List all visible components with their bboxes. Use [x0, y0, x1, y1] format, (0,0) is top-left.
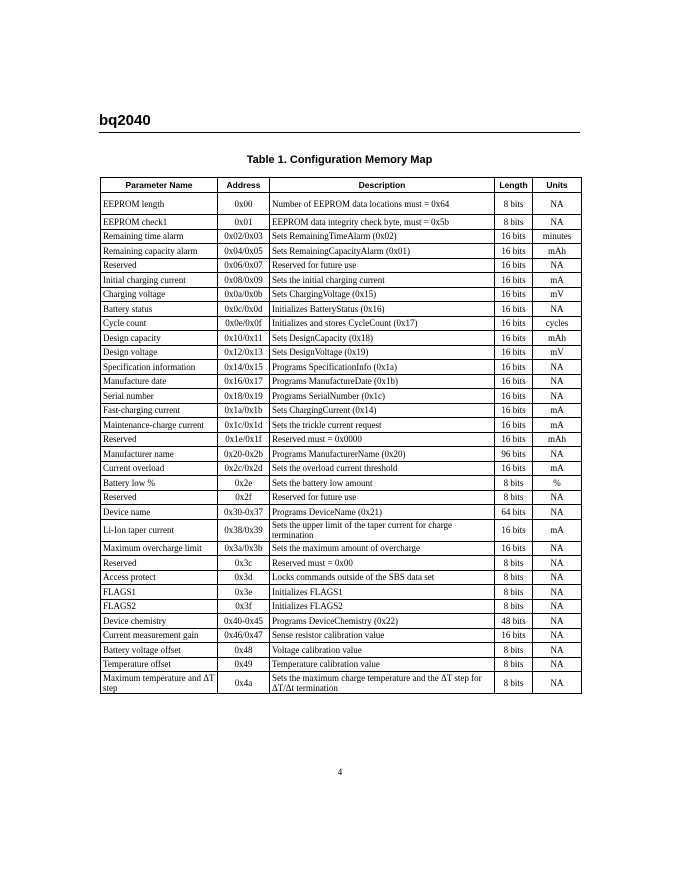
units-cell: NA — [533, 599, 582, 614]
parameter-name-cell: Battery voltage offset — [101, 643, 218, 658]
length-cell: 16 bits — [495, 244, 533, 259]
address-cell: 0x06/0x07 — [218, 258, 270, 273]
length-cell: 16 bits — [495, 316, 533, 331]
description-cell: Initializes FLAGS1 — [270, 585, 495, 600]
table-row — [101, 215, 582, 230]
units-cell: mA — [533, 519, 582, 541]
address-cell: 0x49 — [218, 657, 270, 672]
units-cell: mV — [533, 345, 582, 360]
address-cell: 0x12/0x13 — [218, 345, 270, 360]
description-cell: Programs DeviceChemistry (0x22) — [270, 614, 495, 629]
parameter-name-cell: Design capacity — [101, 331, 218, 346]
address-cell: 0x1e/0x1f — [218, 432, 270, 447]
length-cell: 16 bits — [495, 461, 533, 476]
address-cell: 0x14/0x15 — [218, 360, 270, 375]
length-cell: 16 bits — [495, 302, 533, 317]
configuration-memory-map-table — [100, 177, 582, 694]
table-row — [101, 244, 582, 259]
table-row — [101, 229, 582, 244]
length-cell: 64 bits — [495, 505, 533, 520]
units-cell: NA — [533, 447, 582, 462]
address-cell: 0x3f — [218, 599, 270, 614]
table-row — [101, 345, 582, 360]
units-cell: NA — [533, 490, 582, 505]
description-cell: Reserved for future use — [270, 490, 495, 505]
description-cell: Sets the upper limit of the taper current for charge termination — [270, 519, 495, 541]
length-cell: 16 bits — [495, 418, 533, 433]
units-cell: mAh — [533, 244, 582, 259]
parameter-name-cell: EEPROM length — [101, 193, 218, 215]
parameter-name-cell: Remaining time alarm — [101, 229, 218, 244]
parameter-name-cell: Manufacture date — [101, 374, 218, 389]
units-cell: mA — [533, 418, 582, 433]
parameter-name-cell: Serial number — [101, 389, 218, 404]
description-cell: Voltage calibration value — [270, 643, 495, 658]
parameter-name-cell: Maximum temperature and ΔT step — [101, 672, 218, 694]
table-row — [101, 461, 582, 476]
description-cell: Sets ChargingCurrent (0x14) — [270, 403, 495, 418]
address-cell: 0x10/0x11 — [218, 331, 270, 346]
units-cell: NA — [533, 614, 582, 629]
table-row — [101, 628, 582, 643]
parameter-name-cell: Device name — [101, 505, 218, 520]
address-cell: 0x3a/0x3b — [218, 541, 270, 556]
units-cell: mAh — [533, 331, 582, 346]
length-cell: 16 bits — [495, 345, 533, 360]
length-cell: 8 bits — [495, 643, 533, 658]
parameter-name-cell: Reserved — [101, 258, 218, 273]
length-cell: 16 bits — [495, 331, 533, 346]
address-cell: 0x08/0x09 — [218, 273, 270, 288]
document-title: bq2040 — [99, 112, 151, 129]
description-cell: Programs DeviceName (0x21) — [270, 505, 495, 520]
length-cell: 8 bits — [495, 476, 533, 491]
parameter-name-cell: Current measurement gain — [101, 628, 218, 643]
address-cell: 0x2c/0x2d — [218, 461, 270, 476]
address-cell: 0x2e — [218, 476, 270, 491]
units-cell: cycles — [533, 316, 582, 331]
table-row — [101, 672, 582, 694]
description-cell: Temperature calibration value — [270, 657, 495, 672]
table-body — [101, 193, 582, 694]
units-cell: NA — [533, 215, 582, 230]
units-cell: NA — [533, 302, 582, 317]
description-cell: Reserved must = 0x0000 — [270, 432, 495, 447]
length-cell: 96 bits — [495, 447, 533, 462]
address-cell: 0x16/0x17 — [218, 374, 270, 389]
address-cell: 0x3d — [218, 570, 270, 585]
parameter-name-cell: Battery status — [101, 302, 218, 317]
units-cell: minutes — [533, 229, 582, 244]
parameter-name-cell: Battery low % — [101, 476, 218, 491]
length-cell: 48 bits — [495, 614, 533, 629]
table-row — [101, 447, 582, 462]
address-cell: 0x20-0x2b — [218, 447, 270, 462]
description-cell: Number of EEPROM data locations must = 0x64 — [270, 193, 495, 215]
parameter-name-cell: Temperature offset — [101, 657, 218, 672]
address-cell: 0x0a/0x0b — [218, 287, 270, 302]
table-row — [101, 505, 582, 520]
units-cell: mA — [533, 403, 582, 418]
length-cell: 16 bits — [495, 403, 533, 418]
table-row — [101, 193, 582, 215]
description-cell: Sense resistor calibration value — [270, 628, 495, 643]
length-cell: 16 bits — [495, 273, 533, 288]
table-row — [101, 403, 582, 418]
length-cell: 16 bits — [495, 287, 533, 302]
description-cell: Sets the initial charging current — [270, 273, 495, 288]
column-header-units: Units — [533, 178, 582, 193]
table-row — [101, 389, 582, 404]
length-cell: 16 bits — [495, 628, 533, 643]
description-cell: Programs ManufactureDate (0x1b) — [270, 374, 495, 389]
description-cell: Sets the overload current threshold — [270, 461, 495, 476]
table-row — [101, 476, 582, 491]
units-cell: % — [533, 476, 582, 491]
table-row — [101, 374, 582, 389]
description-cell: Programs SerialNumber (0x1c) — [270, 389, 495, 404]
parameter-name-cell: Access protect — [101, 570, 218, 585]
page-number: 4 — [337, 767, 343, 777]
description-cell: Initializes FLAGS2 — [270, 599, 495, 614]
units-cell: NA — [533, 541, 582, 556]
parameter-name-cell: Device chemistry — [101, 614, 218, 629]
length-cell: 16 bits — [495, 432, 533, 447]
length-cell: 8 bits — [495, 599, 533, 614]
address-cell: 0x30-0x37 — [218, 505, 270, 520]
units-cell: NA — [533, 672, 582, 694]
parameter-name-cell: Reserved — [101, 432, 218, 447]
table-row — [101, 570, 582, 585]
description-cell: Reserved for future use — [270, 258, 495, 273]
table-row — [101, 519, 582, 541]
table-row — [101, 418, 582, 433]
table-row — [101, 599, 582, 614]
address-cell: 0x0c/0x0d — [218, 302, 270, 317]
units-cell: mA — [533, 461, 582, 476]
length-cell: 8 bits — [495, 657, 533, 672]
units-cell: NA — [533, 258, 582, 273]
description-cell: Sets the trickle current request — [270, 418, 495, 433]
column-header-parameter-name: Parameter Name — [101, 178, 218, 193]
address-cell: 0x1c/0x1d — [218, 418, 270, 433]
table-row — [101, 432, 582, 447]
units-cell: NA — [533, 374, 582, 389]
address-cell: 0x1a/0x1b — [218, 403, 270, 418]
units-cell: NA — [533, 389, 582, 404]
table-row — [101, 302, 582, 317]
description-cell: Sets the battery low amount — [270, 476, 495, 491]
units-cell: NA — [533, 657, 582, 672]
table-row — [101, 273, 582, 288]
description-cell: Sets RemainingCapacityAlarm (0x01) — [270, 244, 495, 259]
table-row — [101, 490, 582, 505]
table-row — [101, 657, 582, 672]
units-cell: NA — [533, 570, 582, 585]
parameter-name-cell: Specification information — [101, 360, 218, 375]
length-cell: 16 bits — [495, 389, 533, 404]
length-cell: 8 bits — [495, 193, 533, 215]
length-cell: 16 bits — [495, 258, 533, 273]
length-cell: 8 bits — [495, 215, 533, 230]
column-header-length: Length — [495, 178, 533, 193]
address-cell: 0x48 — [218, 643, 270, 658]
address-cell: 0x18/0x19 — [218, 389, 270, 404]
description-cell: Sets the maximum charge temperature and the ΔT step for ΔT/Δt termination — [270, 672, 495, 694]
parameter-name-cell: Li-Ion taper current — [101, 519, 218, 541]
address-cell: 0x02/0x03 — [218, 229, 270, 244]
page-header — [99, 112, 580, 133]
table-row — [101, 643, 582, 658]
table-row — [101, 287, 582, 302]
parameter-name-cell: Cycle count — [101, 316, 218, 331]
column-header-description: Description — [270, 178, 495, 193]
description-cell: Sets DesignCapacity (0x18) — [270, 331, 495, 346]
address-cell: 0x3c — [218, 556, 270, 571]
description-cell: Sets DesignVoltage (0x19) — [270, 345, 495, 360]
address-cell: 0x46/0x47 — [218, 628, 270, 643]
table-title: Table 1. Configuration Memory Map — [246, 154, 433, 166]
column-header-address: Address — [218, 178, 270, 193]
parameter-name-cell: FLAGS1 — [101, 585, 218, 600]
address-cell: 0x2f — [218, 490, 270, 505]
description-cell: EEPROM data integrity check byte, must = 0x5b — [270, 215, 495, 230]
table-row — [101, 614, 582, 629]
description-cell: Programs SpecificationInfo (0x1a) — [270, 360, 495, 375]
length-cell: 16 bits — [495, 541, 533, 556]
address-cell: 0x3e — [218, 585, 270, 600]
description-cell: Sets RemainingTimeAlarm (0x02) — [270, 229, 495, 244]
length-cell: 8 bits — [495, 585, 533, 600]
parameter-name-cell: Maintenance-charge current — [101, 418, 218, 433]
address-cell: 0x01 — [218, 215, 270, 230]
address-cell: 0x00 — [218, 193, 270, 215]
units-cell: NA — [533, 556, 582, 571]
address-cell: 0x0e/0x0f — [218, 316, 270, 331]
units-cell: NA — [533, 585, 582, 600]
description-cell: Programs ManufacturerName (0x20) — [270, 447, 495, 462]
description-cell: Sets the maximum amount of overcharge — [270, 541, 495, 556]
description-cell: Reserved must = 0x00 — [270, 556, 495, 571]
table-row — [101, 316, 582, 331]
address-cell: 0x4a — [218, 672, 270, 694]
parameter-name-cell: Remaining capacity alarm — [101, 244, 218, 259]
units-cell: NA — [533, 360, 582, 375]
table-row — [101, 556, 582, 571]
parameter-name-cell: Current overload — [101, 461, 218, 476]
length-cell: 8 bits — [495, 556, 533, 571]
address-cell: 0x40-0x45 — [218, 614, 270, 629]
address-cell: 0x38/0x39 — [218, 519, 270, 541]
parameter-name-cell: Charging voltage — [101, 287, 218, 302]
parameter-name-cell: EEPROM check1 — [101, 215, 218, 230]
units-cell: NA — [533, 505, 582, 520]
length-cell: 16 bits — [495, 360, 533, 375]
units-cell: NA — [533, 643, 582, 658]
table-header-row — [101, 178, 582, 193]
table-row — [101, 541, 582, 556]
units-cell: NA — [533, 628, 582, 643]
description-cell: Initializes BatteryStatus (0x16) — [270, 302, 495, 317]
parameter-name-cell: FLAGS2 — [101, 599, 218, 614]
length-cell: 8 bits — [495, 672, 533, 694]
parameter-name-cell: Maximum overcharge limit — [101, 541, 218, 556]
length-cell: 16 bits — [495, 519, 533, 541]
units-cell: NA — [533, 193, 582, 215]
table-row — [101, 331, 582, 346]
parameter-name-cell: Design voltage — [101, 345, 218, 360]
length-cell: 16 bits — [495, 229, 533, 244]
parameter-name-cell: Reserved — [101, 556, 218, 571]
units-cell: mV — [533, 287, 582, 302]
length-cell: 16 bits — [495, 374, 533, 389]
table-row — [101, 585, 582, 600]
units-cell: mAh — [533, 432, 582, 447]
length-cell: 8 bits — [495, 570, 533, 585]
table-row — [101, 360, 582, 375]
units-cell: mA — [533, 273, 582, 288]
parameter-name-cell: Manufacturer name — [101, 447, 218, 462]
parameter-name-cell: Initial charging current — [101, 273, 218, 288]
table-row — [101, 258, 582, 273]
description-cell: Locks commands outside of the SBS data set — [270, 570, 495, 585]
parameter-name-cell: Reserved — [101, 490, 218, 505]
length-cell: 8 bits — [495, 490, 533, 505]
description-cell: Initializes and stores CycleCount (0x17) — [270, 316, 495, 331]
address-cell: 0x04/0x05 — [218, 244, 270, 259]
parameter-name-cell: Fast-charging current — [101, 403, 218, 418]
description-cell: Sets ChargingVoltage (0x15) — [270, 287, 495, 302]
